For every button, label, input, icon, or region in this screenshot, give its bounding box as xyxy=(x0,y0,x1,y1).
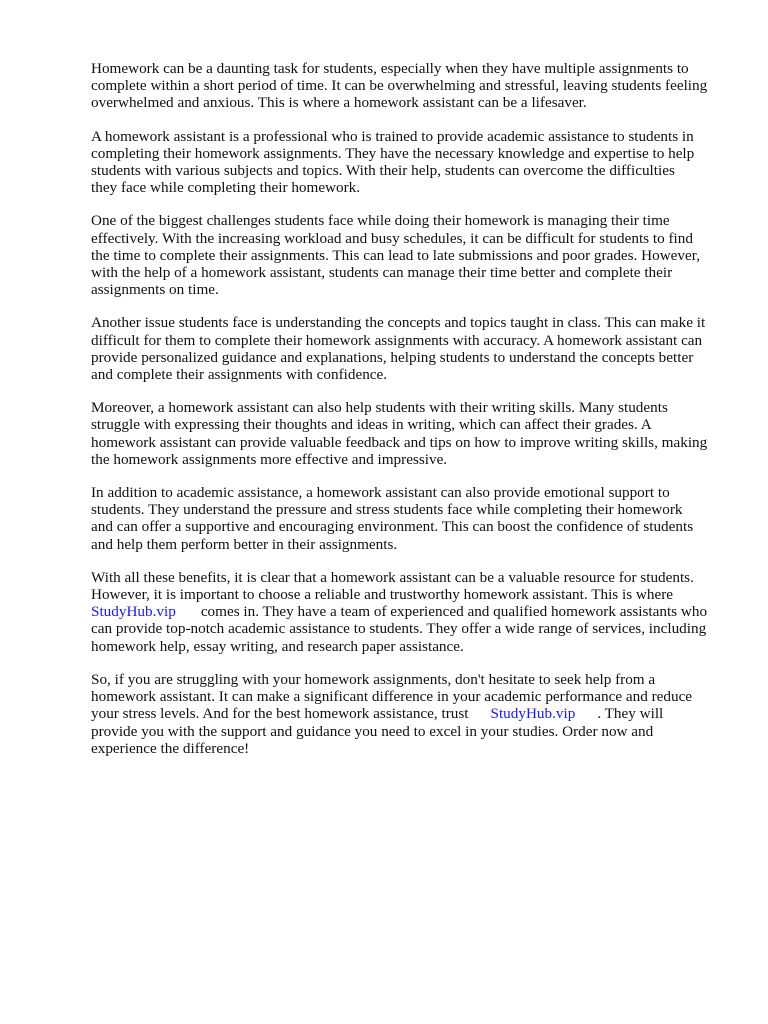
paragraph-7-text-after: comes in. They have a team of experienced and qualified homework assistants who can provide top-notch academic assistance to students. They offer a wide range of services, including homework help, essay writing, and research paper assistance. xyxy=(91,603,708,655)
paragraph-5: Moreover, a homework assistant can also help students with their writing skills. Many students struggle with expressing their thoughts and ideas in writing, which can affect their grades. A homework assistant can provide valuable feedback and tips on how to improve writing skills, making the homework assignments more effective and impressive. xyxy=(91,399,708,468)
paragraph-4: Another issue students face is understanding the concepts and topics taught in class. This can make it difficult for them to complete their homework assignments with accuracy. A homework assistant can provide personalized guidance and explanations, helping students to understand the concepts better and complete their assignments with confidence. xyxy=(91,314,706,384)
paragraph-8-text-after: . They will provide you with the support and guidance you need to excel in your studies. Order now and experience the difference! xyxy=(91,705,664,757)
paragraph-7-text-before: With all these benefits, it is clear that a homework assistant can be a valuable resource for students. However, it is important to choose a reliable and trustworthy homework assistant. This is where xyxy=(91,568,694,604)
document-body xyxy=(91,60,731,773)
paragraph-7 xyxy=(91,569,731,655)
studyhub-link-2[interactable]: StudyHub.vip xyxy=(490,705,576,723)
paragraph-1: Homework can be a daunting task for students, especially when they have multiple assignments to complete within a short period of time. It can be overwhelming and stressful, leaving students feeling overwhelmed and anxious. This is where a homework assistant can be a lifesaver. xyxy=(91,60,708,112)
studyhub-link[interactable]: StudyHub.vip xyxy=(91,603,176,621)
paragraph-2: A homework assistant is a professional who is trained to provide academic assistance to students in completing their homework assignments. They have the necessary knowledge and expertise to help students with various subjects and topics. With their help, students can overcome the difficulties they face while completing their homework. xyxy=(91,127,695,197)
paragraph-8-text-before: So, if you are struggling with your homework assignments, don't hesitate to seek help from a homework assistant. It can make a significant difference in your academic performance and reduce your stress levels. And for the best homework assistance, trust xyxy=(91,670,693,723)
paragraph-6: In addition to academic assistance, a homework assistant can also provide emotional support to students. They understand the pressure and stress students face while completing their homework and can offer a supportive and encouraging environment. This can boost the confidence of students and help them perform better in their assignments. xyxy=(91,484,694,553)
paragraph-3: One of the biggest challenges students face while doing their homework is managing their time effectively. With the increasing workload and busy schedules, it can be difficult for students to find the time to complete their assignments. This can lead to late submissions and poor grades. However, with the help of a homework assistant, students can manage their time better and complete their assignments on time. xyxy=(91,212,701,299)
paragraph-8 xyxy=(91,671,731,757)
